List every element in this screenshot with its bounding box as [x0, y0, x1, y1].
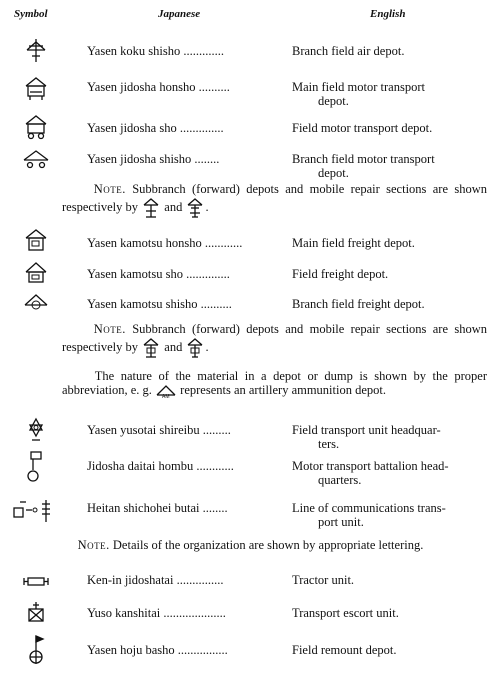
row-english: Field transport unit headquar- ters.: [292, 423, 441, 451]
branch-field-freight-depot-icon: [18, 290, 54, 318]
line-of-communications-transport-unit-icon: [12, 496, 58, 524]
abbr-text: AM: [162, 394, 170, 399]
note-subbranch-motor: Note. Subbranch (forward) depots and mobile repair sections are shown respectively by and .: [62, 182, 487, 219]
row-japanese: Heitan shichohei butai ........: [87, 501, 228, 515]
row-japanese: Jidosha daitai hombu ............: [87, 459, 234, 473]
row-japanese: Yasen koku shisho .............: [87, 44, 224, 58]
main-field-freight-depot-icon: [18, 228, 54, 256]
header-english: English: [370, 8, 406, 20]
row-japanese: Yasen jidosha shisho ........: [87, 152, 220, 166]
row-japanese: Yasen kamotsu honsho ............: [87, 236, 243, 250]
row-japanese: Yuso kanshitai ....................: [87, 606, 226, 620]
field-freight-depot-icon: [18, 260, 54, 288]
row-english: Field motor transport depot.: [292, 121, 433, 135]
row-english: Motor transport battalion head- quarters.: [292, 459, 449, 487]
row-english: Tractor unit.: [292, 573, 355, 587]
row-english: Field remount depot.: [292, 643, 397, 657]
row-japanese: Yasen kamotsu shisho ..........: [87, 297, 232, 311]
note-organization-lettering: Note. Details of the organization are shown by appropriate lettering.: [77, 538, 424, 552]
header-japanese: Japanese: [158, 8, 201, 20]
tractor-unit-icon: [18, 569, 54, 597]
row-japanese: Yasen hoju basho ................: [87, 643, 228, 657]
field-remount-depot-icon: [18, 634, 54, 666]
row-english: Line of communications trans- port unit.: [292, 501, 446, 529]
row-english: Main field freight depot.: [292, 236, 415, 250]
row-english: Branch field motor transport depot.: [292, 152, 435, 180]
row-english: Main field motor transport depot.: [292, 80, 425, 108]
branch-field-motor-transport-depot-icon: [18, 146, 54, 174]
artillery-ammunition-depot-icon: [155, 383, 177, 399]
row-english: Transport escort unit.: [292, 606, 399, 620]
row-japanese: Yasen yusotai shireibu .........: [87, 423, 231, 437]
transport-escort-unit-icon: [18, 599, 54, 627]
main-field-motor-transport-depot-icon: [18, 76, 54, 104]
branch-field-air-depot-icon: [18, 38, 54, 66]
row-english: Branch field freight depot.: [292, 297, 425, 311]
forward-freight-depot-icon: [141, 337, 161, 359]
row-japanese: Yasen jidosha sho ..............: [87, 121, 224, 135]
row-english: Branch field air depot.: [292, 44, 405, 58]
material-abbreviation-paragraph: The nature of the material in a depot or dump is shown by the proper abbreviation, e. g. AM represents an artillery ammunition depot.: [62, 369, 487, 399]
field-transport-unit-hq-icon: [18, 416, 54, 444]
motor-transport-battalion-hq-icon: [18, 450, 54, 484]
forward-depot-icon: [141, 197, 161, 219]
header-symbol: Symbol: [14, 8, 48, 20]
mobile-freight-repair-icon: [185, 337, 205, 359]
row-japanese: Ken-in jidoshatai ...............: [87, 573, 224, 587]
mobile-repair-section-icon: [185, 197, 205, 219]
field-motor-transport-depot-icon: [18, 114, 54, 142]
row-japanese: Yasen kamotsu sho ..............: [87, 267, 230, 281]
row-japanese: Yasen jidosha honsho ..........: [87, 80, 230, 94]
row-english: Field freight depot.: [292, 267, 389, 281]
note-subbranch-freight: Note. Subbranch (forward) depots and mobile repair sections are shown respectively by and .: [62, 322, 487, 359]
